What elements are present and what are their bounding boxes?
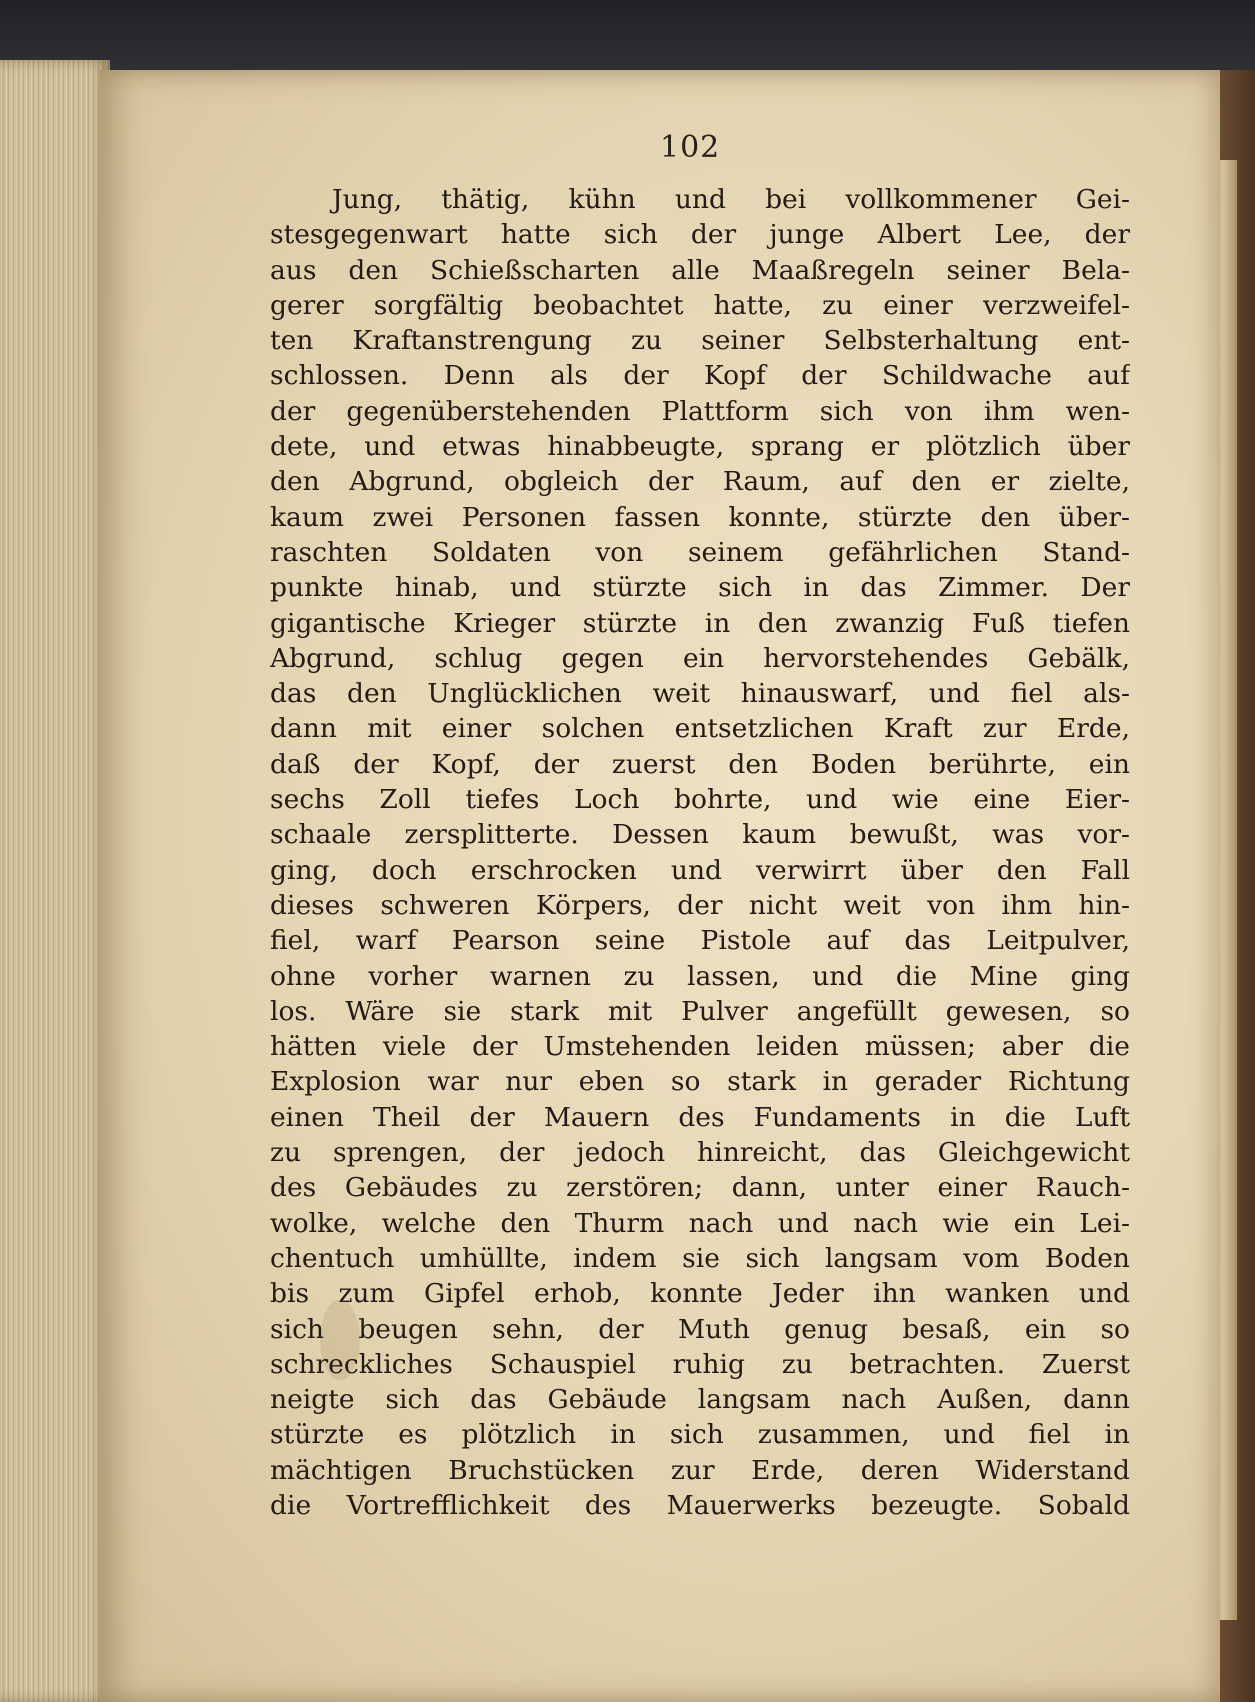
text-line: dieses schweren Körpers, der nicht weit von ihm hin- (270, 889, 1130, 921)
text-line: bis zum Gipfel erhob, konnte Jeder ihn wanken und (270, 1278, 1130, 1310)
text-line: sechs Zoll tiefes Loch bohrte, und wie eine Eier- (270, 784, 1130, 816)
text-line: Jung, thätig, kühn und bei vollkommener Gei- (332, 184, 1130, 215)
text-line: schreckliches Schauspiel ruhig zu betrachten. Zuerst (270, 1348, 1130, 1380)
text-line: mächtigen Bruchstücken zur Erde, deren Widerstand (270, 1454, 1130, 1486)
text-line: einen Theil der Mauern des Fundaments in die Luft (270, 1101, 1130, 1133)
page-number: 102 (660, 130, 721, 165)
text-line: schaale zersplitterte. Dessen kaum bewußt, was vor- (270, 819, 1130, 851)
text-line: neigte sich das Gebäude langsam nach Außen, dann (270, 1384, 1130, 1416)
text-line: wolke, welche den Thurm nach und nach wie ein Lei- (270, 1207, 1130, 1239)
text-line: punkte hinab, und stürzte sich in das Zimmer. Der (270, 572, 1130, 604)
text-line: sich beugen sehn, der Muth genug besaß, ein so (270, 1313, 1130, 1345)
page-stack-edge (0, 60, 110, 1702)
book-page (100, 70, 1220, 1702)
text-line: aus den Schießscharten alle Maaßregeln seiner Bela- (270, 254, 1130, 286)
text-line: stürzte es plötzlich in sich zusammen, und fiel in (270, 1419, 1130, 1451)
text-line: gigantische Krieger stürzte in den zwanzig Fuß tiefen (270, 607, 1130, 639)
text-line: raschten Soldaten von seinem gefährlichen Stand- (270, 536, 1130, 568)
text-line: los. Wäre sie stark mit Pulver angefüllt gewesen, so (270, 995, 1130, 1027)
text-line: ten Kraftanstrengung zu seiner Selbsterhaltung ent- (270, 325, 1130, 357)
text-line: dann mit einer solchen entsetzlichen Kraft zur Erde, (270, 713, 1130, 745)
text-line: ohne vorher warnen zu lassen, und die Mine ging (270, 960, 1130, 992)
text-line: daß der Kopf, der zuerst den Boden berührte, ein (270, 748, 1130, 780)
text-line: chentuch umhüllte, indem sie sich langsam vom Boden (270, 1242, 1130, 1274)
text-line: zu sprengen, der jedoch hinreicht, das Gleichgewicht (270, 1137, 1130, 1169)
text-line: kaum zwei Personen fassen konnte, stürzte den über- (270, 501, 1130, 533)
text-line: den Abgrund, obgleich der Raum, auf den er zielte, (270, 466, 1130, 498)
text-line: schlossen. Denn als der Kopf der Schildwache auf (270, 360, 1130, 392)
text-line: der gegenüberstehenden Plattform sich von ihm wen- (270, 395, 1130, 427)
text-line: hätten viele der Umstehenden leiden müssen; aber die (270, 1031, 1130, 1063)
text-line: Abgrund, schlug gegen ein hervorstehendes Gebälk, (270, 642, 1130, 674)
text-line: stesgegenwart hatte sich der junge Albert Lee, der (270, 219, 1130, 251)
text-line: fiel, warf Pearson seine Pistole auf das Leitpulver, (270, 925, 1130, 957)
text-line: ging, doch erschrocken und verwirrt über den Fall (270, 854, 1130, 886)
text-line: das den Unglücklichen weit hinauswarf, und fiel als- (270, 678, 1130, 710)
body-text (270, 182, 1130, 1523)
text-line: Explosion war nur eben so stark in gerader Richtung (270, 1066, 1130, 1098)
text-line: die Vortrefflichkeit des Mauerwerks bezeugte. Sobald (270, 1489, 1130, 1521)
text-line: dete, und etwas hinabbeugte, sprang er plötzlich über (270, 431, 1130, 463)
text-line: gerer sorgfältig beobachtet hatte, zu einer verzweifel- (270, 289, 1130, 321)
text-line: des Gebäudes zu zerstören; dann, unter einer Rauch- (270, 1172, 1130, 1204)
